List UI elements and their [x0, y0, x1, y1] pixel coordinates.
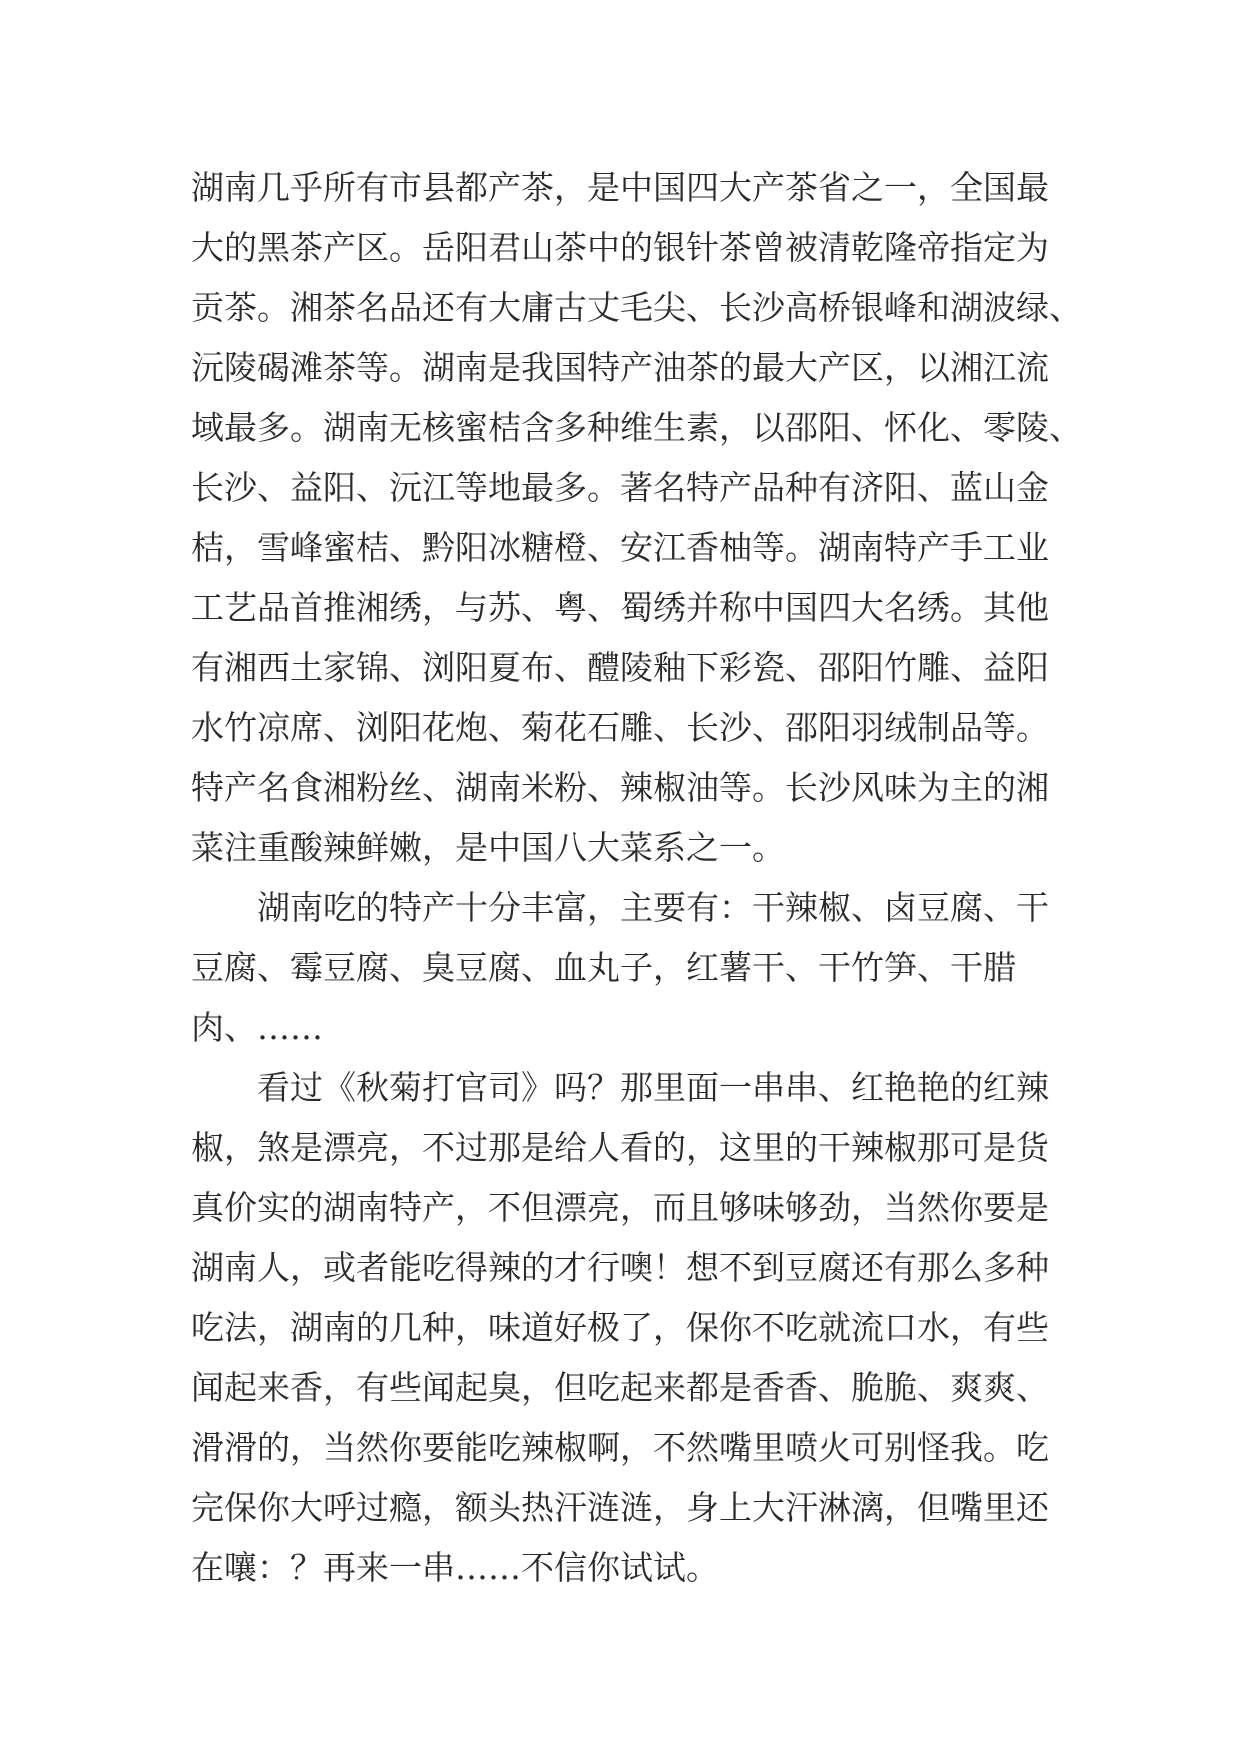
text-line: 吃法，湖南的几种，味道好极了，保你不吃就流口水，有些 — [191, 1308, 1049, 1347]
text-line: 看过《秋菊打官司》吗？那里面一串串、红艳艳的红辣 — [257, 1068, 1049, 1107]
text-line: 湖南几乎所有市县都产茶，是中国四大产茶省之一，全国最 — [191, 168, 1049, 207]
text-line: 长沙、益阳、沅江等地最多。著名特产品种有济阳、蓝山金 — [191, 468, 1049, 507]
text-line: 完保你大呼过瘾，额头热汗涟涟，身上大汗淋漓，但嘴里还 — [191, 1488, 1049, 1527]
body-text — [191, 158, 1082, 1598]
text-line: 菜注重酸辣鲜嫩，是中国八大菜系之一。 — [191, 828, 785, 867]
text-line: 沅陵碣滩茶等。湖南是我国特产油茶的最大产区，以湘江流 — [191, 348, 1049, 387]
paragraph-1 — [191, 158, 1082, 878]
text-line: 域最多。湖南无核蜜桔含多种维生素，以邵阳、怀化、零陵、 — [191, 408, 1082, 447]
text-line: 真价实的湖南特产，不但漂亮，而且够味够劲，当然你要是 — [191, 1188, 1049, 1227]
paragraph-2 — [191, 878, 1071, 1058]
text-line: 豆腐、霉豆腐、臭豆腐、血丸子，红薯干、干竹笋、干腊 — [191, 948, 1016, 987]
text-line: 在嚷：？再来一串……不信你试试。 — [191, 1548, 719, 1587]
text-line: 特产名食湘粉丝、湖南米粉、辣椒油等。长沙风味为主的湘 — [191, 768, 1049, 807]
text-line: 湖南人，或者能吃得辣的才行噢！想不到豆腐还有那么多种 — [191, 1248, 1049, 1287]
text-line: 闻起来香，有些闻起臭，但吃起来都是香香、脆脆、爽爽、 — [191, 1368, 1049, 1407]
text-line: 桔，雪峰蜜桔、黔阳冰糖橙、安江香柚等。湖南特产手工业 — [191, 528, 1049, 567]
text-line: 水竹凉席、浏阳花炮、菊花石雕、长沙、邵阳羽绒制品等。 — [191, 708, 1049, 747]
text-line: 肉、…… — [191, 1008, 323, 1047]
text-line: 工艺品首推湘绣，与苏、粤、蜀绣并称中国四大名绣。其他 — [191, 588, 1049, 627]
text-line: 椒，煞是漂亮，不过那是给人看的，这里的干辣椒那可是货 — [191, 1128, 1049, 1167]
text-line: 大的黑茶产区。岳阳君山茶中的银针茶曾被清乾隆帝指定为 — [191, 228, 1049, 267]
text-line: 湖南吃的特产十分丰富，主要有：干辣椒、卤豆腐、干 — [257, 888, 1049, 927]
paragraph-3 — [191, 1058, 1071, 1598]
text-line: 有湘西土家锦、浏阳夏布、醴陵釉下彩瓷、邵阳竹雕、益阳 — [191, 648, 1049, 687]
text-line: 滑滑的，当然你要能吃辣椒啊，不然嘴里喷火可别怪我。吃 — [191, 1428, 1049, 1467]
text-line: 贡茶。湘茶名品还有大庸古丈毛尖、长沙高桥银峰和湖波绿、 — [191, 288, 1082, 327]
